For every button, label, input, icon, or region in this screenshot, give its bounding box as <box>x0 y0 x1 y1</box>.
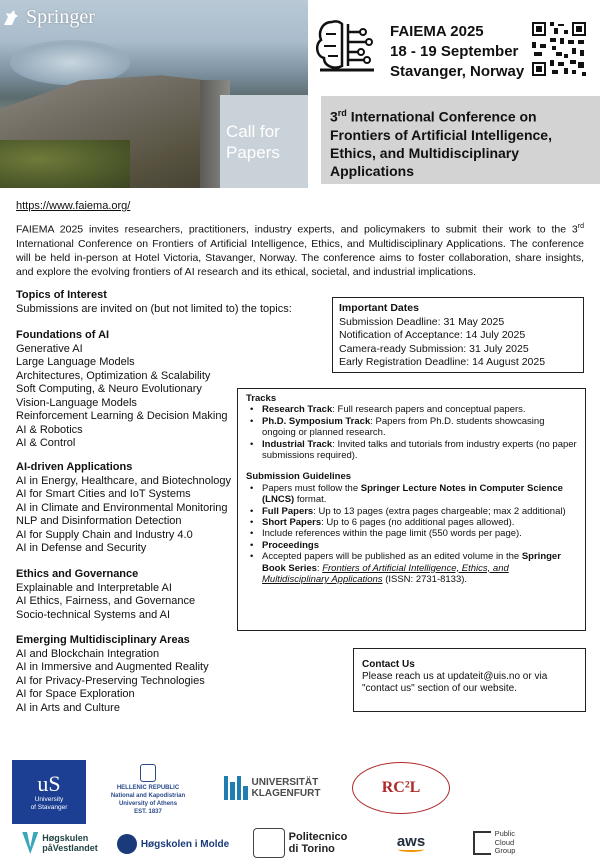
guideline-text: Accepted papers will be published as an edited volume in the <box>262 551 522 563</box>
date-item: Early Registration Deadline: 14 August 2025 <box>339 356 546 368</box>
guideline-bold: Full Papers <box>262 505 314 517</box>
track-name: Ph.D. Symposium Track <box>262 415 371 427</box>
event-dates: 18 - 19 September <box>390 43 519 60</box>
topic-item: AI and Blockchain Integration <box>16 647 160 660</box>
topic-item: AI in Defense and Security <box>16 542 147 554</box>
important-dates-heading: Important Dates <box>339 302 419 314</box>
topic-item: Vision-Language Models <box>16 396 137 409</box>
cfp-line-2: Papers <box>226 142 280 162</box>
conference-title-text: International Conference on Frontiers of Artificial Intelligence, Ethics, and Multidisciplinary Applications <box>330 108 552 179</box>
guideline-text: : Up to 13 pages (extra pages chargeable; max 2 additional) <box>313 505 566 517</box>
rc2l-text: RC²L <box>381 779 421 796</box>
pcg-line-1: Public <box>494 829 515 839</box>
guideline-text: : Up to 6 pages (no additional pages allowed). <box>321 517 515 529</box>
track-text: : Invited talks and tutorials from industry experts (no paper submissions required). <box>262 438 577 462</box>
pcg-line-2: Cloud <box>494 837 515 847</box>
guideline-bold: Short Papers <box>262 517 322 529</box>
klu-line-2: KLAGENFURT <box>251 788 321 799</box>
brain-circuit-icon <box>312 12 382 78</box>
topic-group-title: Emerging Multidisciplinary Areas <box>16 634 190 646</box>
uis-line-1: University <box>34 796 64 803</box>
springer-horse-icon <box>0 7 22 29</box>
tracks-heading: Tracks <box>246 393 277 404</box>
topic-group-title: Ethics and Governance <box>16 568 139 580</box>
topics-heading: Topics of Interest <box>16 289 107 301</box>
springer-logo <box>0 6 95 29</box>
topic-group-title: Foundations of AI <box>16 329 110 341</box>
topic-item: Large Language Models <box>16 356 135 368</box>
topic-item: AI in Climate and Environmental Monitoring <box>16 501 228 514</box>
topic-group-emerging <box>16 634 209 715</box>
rc2l-logo <box>352 762 450 814</box>
guideline-item <box>250 551 577 585</box>
contact-line-1: Please reach us at updateit@uis.no or via <box>362 671 548 682</box>
track-item <box>250 439 577 462</box>
aws-logo <box>386 828 436 856</box>
topics-header <box>16 289 292 316</box>
uoa-line-4: EST. 1837 <box>134 809 162 815</box>
hvl-line-1: Høgskulen <box>42 833 89 843</box>
uis-mark: uS <box>37 771 61 796</box>
topic-item: AI in Arts and Culture <box>16 701 120 714</box>
topic-item: AI Ethics, Fairness, and Governance <box>16 595 196 607</box>
topic-item: Soft Computing, & Neuro Evolutionary <box>16 383 202 395</box>
aws-smile-icon <box>398 847 424 852</box>
guideline-item <box>250 483 577 506</box>
hvl-text <box>42 833 98 853</box>
topic-item: Generative AI <box>16 342 83 355</box>
event-location: Stavanger, Norway <box>390 63 525 80</box>
polito-line-1: Politecnico <box>288 831 348 843</box>
molde-logo <box>114 830 232 858</box>
guideline-bold: Springer Book Series <box>262 551 561 574</box>
hvl-v-icon <box>22 832 38 854</box>
intro-sup: rd <box>577 223 584 230</box>
guideline-text: Include references within the page limit (550 words per page). <box>262 528 522 540</box>
guideline-text: format. <box>294 494 327 506</box>
guideline-item <box>250 540 577 551</box>
guideline-text: (ISSN: 2731-8133). <box>382 574 468 586</box>
guideline-bold: Springer Lecture Notes in Computer Science (LNCS) <box>262 482 563 506</box>
guidelines-list <box>250 483 577 586</box>
contact-box <box>353 648 586 712</box>
hvl-logo <box>12 828 108 858</box>
important-dates-box <box>332 297 584 373</box>
contact-line-2: "contact us" section of our website. <box>362 683 517 694</box>
date-item: Notification of Acceptance: 14 July 2025 <box>339 329 526 341</box>
polito-line-2: di Torino <box>288 843 335 855</box>
pcg-bracket-icon <box>473 831 491 855</box>
conference-title <box>330 104 594 180</box>
pcg-text <box>495 830 516 856</box>
uoa-logo <box>100 760 196 820</box>
track-text: : Papers from Ph.D. students showcasing ongoing or planned research. <box>262 415 545 439</box>
qr-code-icon[interactable] <box>530 20 588 78</box>
topic-item: Socio-technical Systems and AI <box>16 608 171 621</box>
topic-group-ethics <box>16 568 195 622</box>
guideline-bold: Proceedings <box>262 539 320 551</box>
topic-item: AI in Energy, Healthcare, and Biotechnology <box>16 474 232 487</box>
fjord <box>10 40 130 85</box>
guideline-text: : <box>316 562 323 574</box>
klu-logo <box>216 770 328 806</box>
pcg-logo <box>458 828 530 858</box>
tracks-list <box>250 404 577 461</box>
conference-ordinal-suffix: rd <box>337 108 347 118</box>
molde-text: Høgskolen i Molde <box>140 838 230 850</box>
topic-item: AI for Supply Chain and Industry 4.0 <box>16 528 193 541</box>
topic-item: Reinforcement Learning & Decision Making <box>16 410 228 422</box>
hvl-line-2: påVestlandet <box>42 843 98 853</box>
conference-ordinal: 3 <box>330 108 338 125</box>
uoa-line-1: HELLENIC REPUBLIC <box>116 785 180 791</box>
topic-item: AI for Privacy-Preserving Technologies <box>16 674 205 687</box>
klu-text <box>252 777 321 799</box>
cfp-line-1: Call for <box>226 121 280 141</box>
guidelines-heading: Submission Guidelines <box>246 471 352 483</box>
website-link[interactable]: https://www.faiema.org/ <box>16 200 131 212</box>
topic-group-foundations <box>16 329 228 451</box>
topics-subheading: Submissions are invited on (but not limited to) the topics: <box>16 302 292 315</box>
guideline-item <box>250 517 577 528</box>
topic-item: AI for Space Exploration <box>16 688 135 700</box>
topic-item: Architectures, Optimization & Scalability <box>16 369 211 382</box>
uoa-seal-icon <box>140 764 156 782</box>
track-name: Industrial Track <box>262 438 333 450</box>
polito-seal-icon <box>253 828 285 858</box>
uis-logo <box>12 760 86 824</box>
guideline-item <box>250 528 577 539</box>
guideline-item <box>250 506 577 517</box>
uoa-line-2: National and Kapodistrian <box>110 793 186 799</box>
contact-heading: Contact Us <box>362 659 415 670</box>
date-item: Camera-ready Submission: 31 July 2025 <box>339 342 529 355</box>
springer-name: Springer <box>26 6 95 28</box>
intro-paragraph <box>16 220 584 279</box>
molde-circle-icon <box>117 834 137 854</box>
conference-title-box <box>321 96 600 184</box>
pcg-line-3: Group <box>494 846 516 856</box>
event-info <box>390 22 530 82</box>
book-series-link[interactable]: Frontiers of Artificial Intelligence, Ethics, and Multidisciplinary Applications <box>262 562 509 586</box>
event-name: FAIEMA 2025 <box>390 23 484 40</box>
klu-bars-icon <box>224 776 248 800</box>
topic-group-title: AI-driven Applications <box>16 461 133 473</box>
intro-part-1: FAIEMA 2025 invites researchers, practitioners, industry experts, and policymakers to submit their work to the 3 <box>16 223 578 236</box>
uis-line-2: of Stavanger <box>30 804 68 811</box>
track-name: Research Track <box>262 404 333 416</box>
topic-item: NLP and Disinformation Detection <box>16 515 182 527</box>
track-item <box>250 404 577 415</box>
topic-item: AI & Robotics <box>16 423 83 436</box>
polito-text <box>289 831 348 855</box>
date-item: Submission Deadline: 31 May 2025 <box>339 315 505 328</box>
topic-item: Explainable and Interpretable AI <box>16 581 172 594</box>
topic-item: AI in Immersive and Augmented Reality <box>16 661 209 673</box>
topic-group-applications <box>16 461 231 556</box>
intro-part-2: International Conference on Frontiers of Artificial Intelligence, Ethics, and Multidisciplinary Applications. The conference will be held in-person at Hotel Victoria, Stavanger, Norway. The conference aims to foster collaboration, share insights, and explore the evolving frontiers of AI research and its ethical, societal, and industrial implications. <box>16 237 584 278</box>
uoa-line-3: University of Athens <box>118 801 178 807</box>
call-for-papers <box>218 95 308 188</box>
guideline-text: Papers must follow the <box>262 482 361 494</box>
klu-line-1: UNIVERSITÄT <box>251 777 319 788</box>
aws-text: aws <box>396 832 426 850</box>
polito-logo <box>238 826 362 860</box>
topic-item: AI & Control <box>16 437 76 449</box>
tracks-guidelines-box <box>237 388 586 631</box>
topic-item: AI for Smart Cities and IoT Systems <box>16 488 191 500</box>
track-item <box>250 416 577 439</box>
grass <box>0 140 130 188</box>
track-text: : Full research papers and conceptual papers. <box>332 404 526 416</box>
